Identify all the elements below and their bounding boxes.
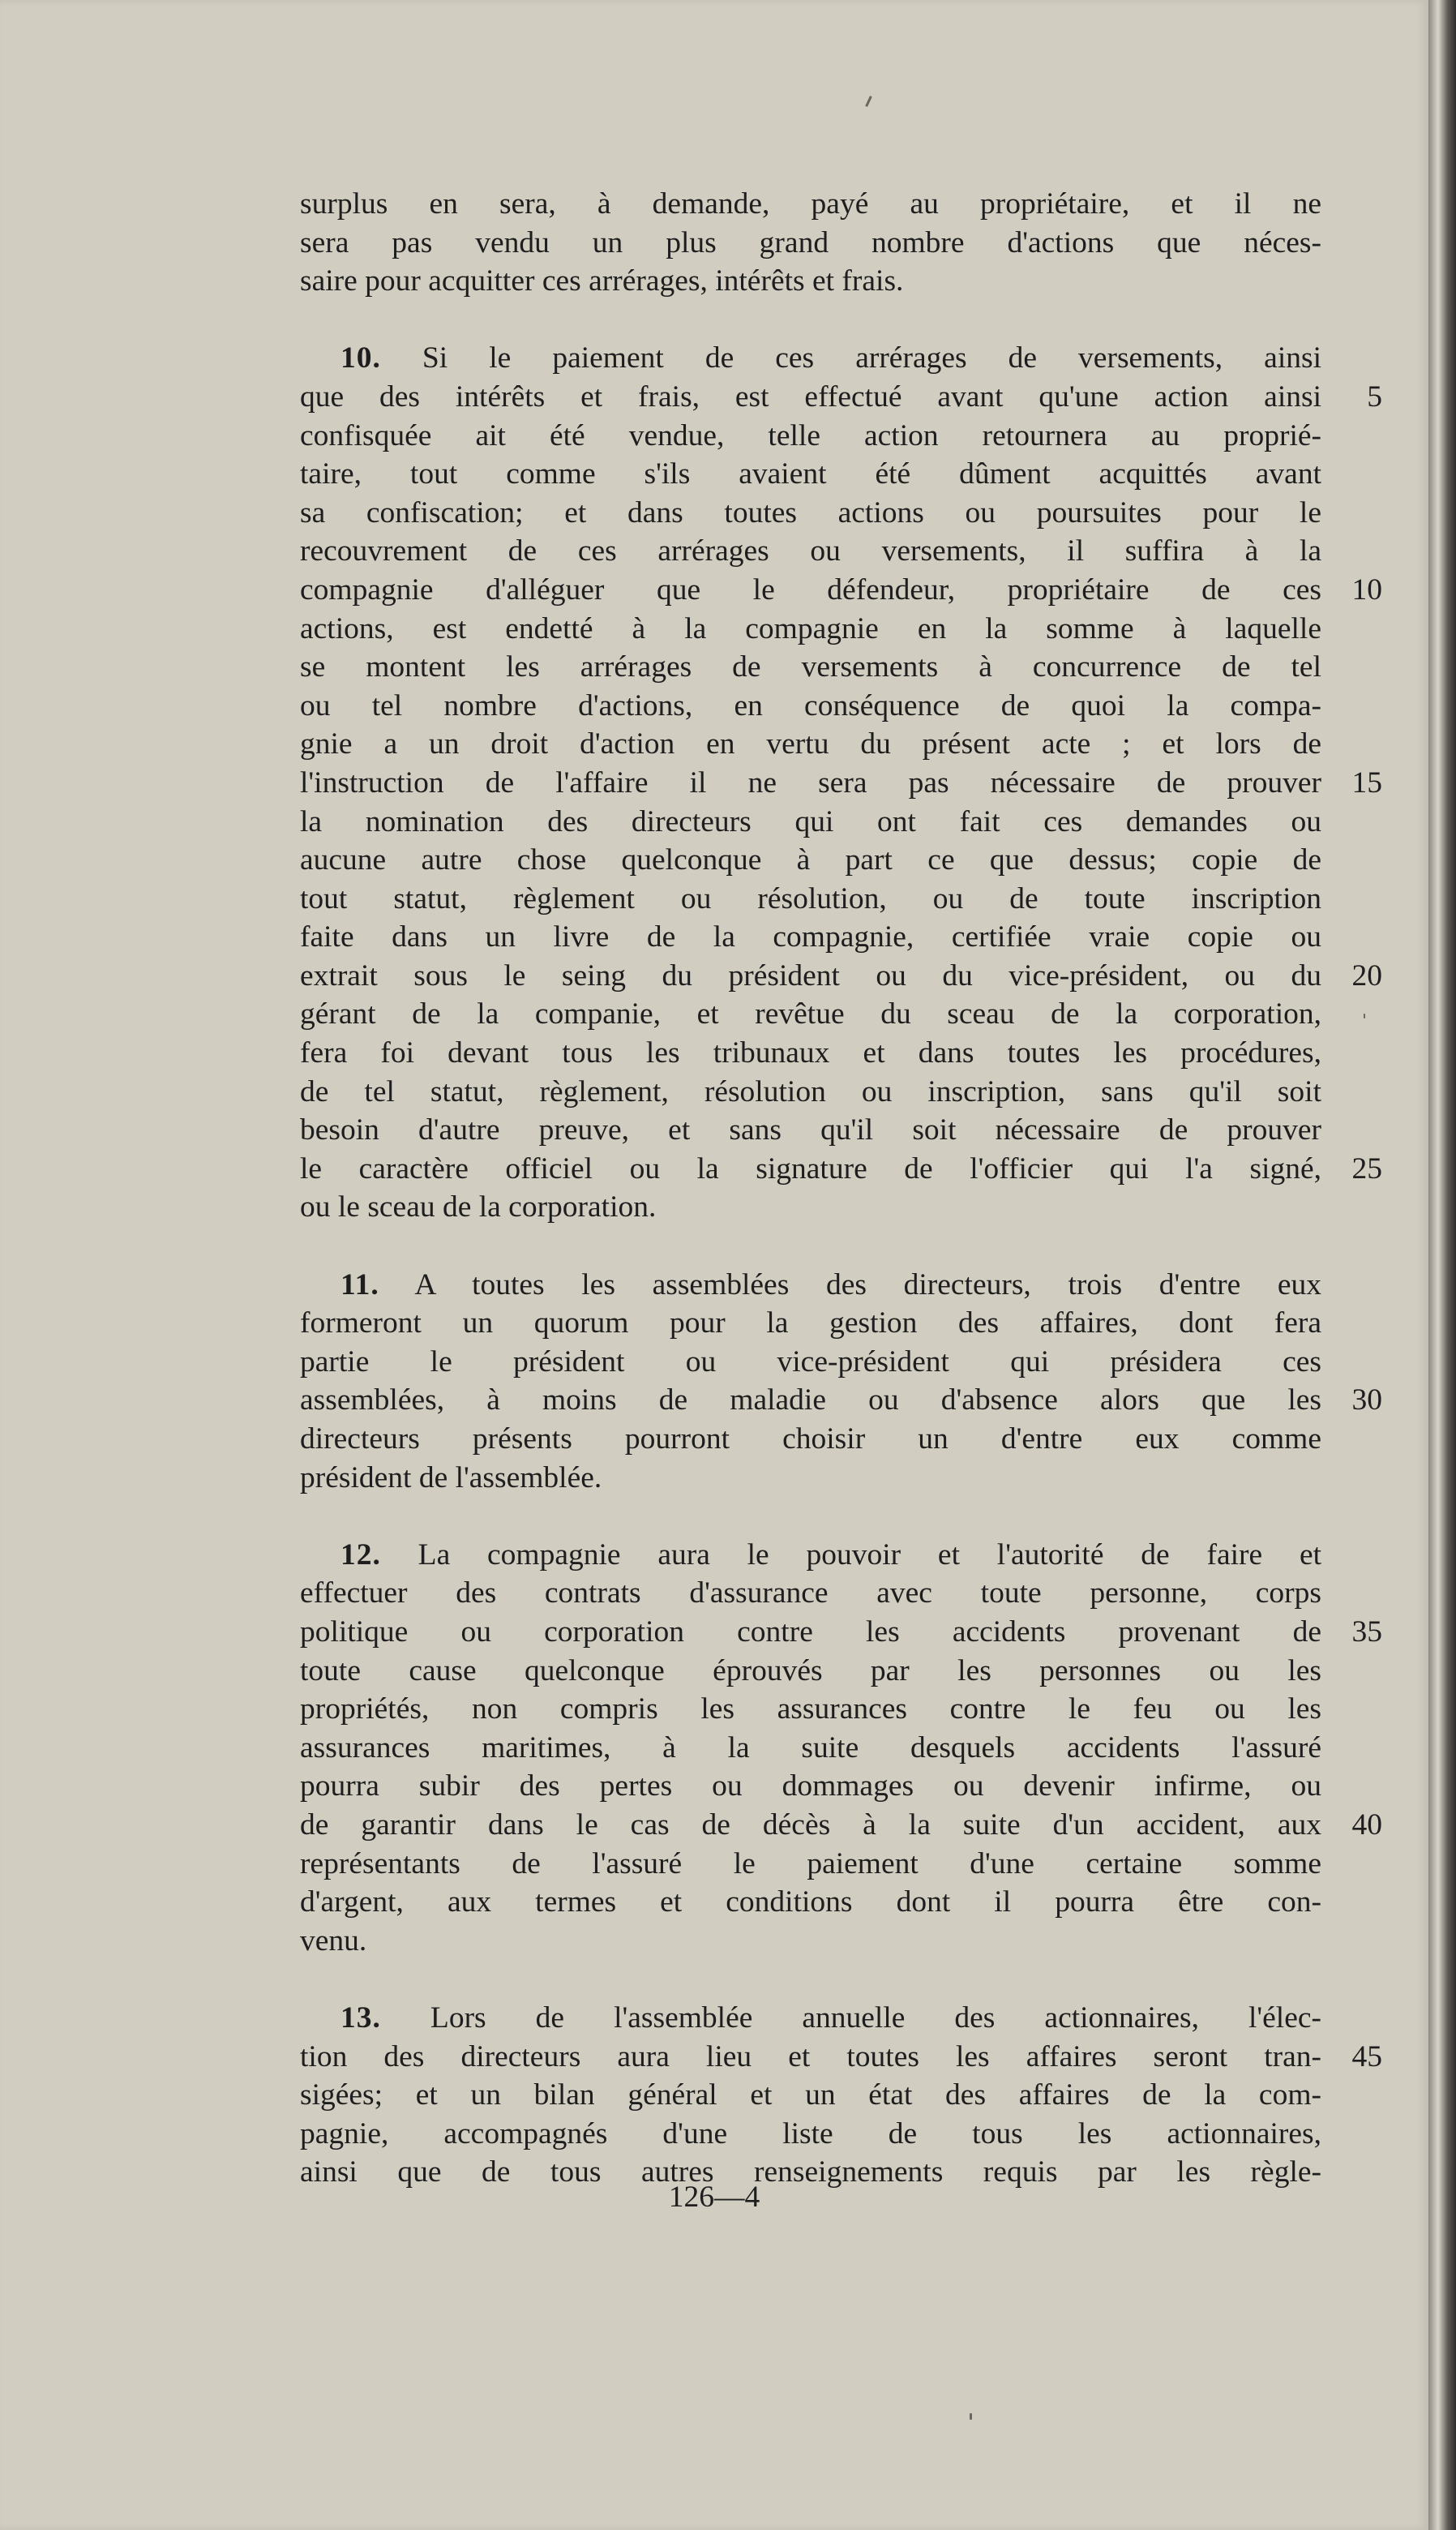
text-line — [300, 494, 1321, 533]
text-line — [300, 764, 1382, 803]
text-line-content: se montent les arrérages de versements à concurrence de tel — [300, 650, 1321, 684]
paragraph-gap — [300, 1497, 1321, 1536]
text-line — [300, 1729, 1321, 1768]
text-line-content: la nomination des directeurs qui ont fait ces demandes ou — [300, 804, 1321, 838]
text-line-content: besoin d'autre preuve, et sans qu'il soit nécessaire de prouver — [300, 1113, 1321, 1147]
text-line-content: le caractère officiel ou la signature de l'officier qui l'a signé, — [300, 1151, 1321, 1186]
text-line — [300, 1574, 1321, 1613]
article-number: 12. — [340, 1537, 381, 1572]
body-text — [300, 185, 1382, 2192]
text-line-content: assemblées, à moins de maladie ou d'absence alors que les — [300, 1383, 1321, 1417]
line-number: 20 — [1351, 958, 1382, 993]
line-number: 40 — [1351, 1807, 1382, 1842]
text-line-content: actions, est endetté à la compagnie en la somme à laquelle — [300, 611, 1321, 645]
paragraph-gap — [300, 301, 1321, 340]
text-line-content: politique ou corporation contre les accidents provenant de — [300, 1614, 1321, 1649]
text-line — [300, 1343, 1321, 1382]
text-line-content: aucune autre chose quelconque à part ce que dessus; copie de — [300, 843, 1321, 877]
text-line-content: effectuer des contrats d'assurance avec toute personne, corps — [300, 1576, 1321, 1610]
page-signature: 126—4 — [668, 2181, 760, 2214]
text-line — [300, 2076, 1321, 2115]
text-line-content: extrait sous le seing du président ou du vice-président, ou du — [300, 958, 1321, 993]
text-line — [300, 2038, 1382, 2077]
text-line-content: compagnie d'alléguer que le défendeur, propriétaire de ces — [300, 572, 1321, 607]
text-line-content: l'instruction de l'affaire il ne sera pas nécessaire de prouver — [300, 765, 1321, 800]
line-number: 25 — [1351, 1151, 1382, 1186]
text-line — [300, 339, 1321, 378]
text-line-content: sa confiscation; et dans toutes actions ou poursuites pour le — [300, 495, 1321, 530]
page-binding-edge — [1428, 0, 1456, 2530]
text-line — [300, 1381, 1382, 1420]
text-line — [300, 1767, 1321, 1806]
text-line-content: de garantir dans le cas de décès à la suite d'un accident, aux — [300, 1807, 1321, 1842]
text-line-content: directeurs présents pourront choisir un d'entre eux comme — [300, 1422, 1321, 1456]
text-line-content: d'argent, aux termes et conditions dont il pourra être con- — [300, 1885, 1321, 1919]
text-line — [300, 1420, 1321, 1459]
text-line-content: fera foi devant tous les tribunaux et dans toutes les procédures, — [300, 1036, 1321, 1070]
text-line-content: propriétés, non compris les assurances contre le feu ou les — [300, 1692, 1321, 1726]
text-line — [300, 1999, 1321, 2038]
text-line-content: président de l'assemblée. — [300, 1460, 602, 1494]
text-line — [300, 417, 1321, 456]
text-line — [300, 185, 1321, 224]
text-line-content: surplus en sera, à demande, payé au propriétaire, et il ne — [300, 187, 1321, 221]
text-line-content: taire, tout comme s'ils avaient été dûment acquittés avant — [300, 457, 1321, 491]
article-number: 11. — [340, 1267, 379, 1301]
text-line-content: sera pas vendu un plus grand nombre d'actions que néces- — [300, 225, 1321, 259]
text-line-content: saire pour acquitter ces arrérages, intérêts et frais. — [300, 264, 904, 298]
text-line — [300, 1613, 1382, 1652]
text-line — [300, 725, 1321, 764]
text-line — [300, 1111, 1321, 1150]
text-line — [300, 1304, 1321, 1343]
text-line-content: partie le président ou vice-président qui présidera ces — [300, 1344, 1321, 1379]
text-line-content: ou le sceau de la corporation. — [300, 1190, 657, 1224]
text-line-content: toute cause quelconque éprouvés par les personnes ou les — [300, 1653, 1321, 1687]
line-number: 5 — [1367, 380, 1382, 414]
text-line — [300, 1883, 1321, 1922]
paper-speck — [970, 2413, 972, 2420]
text-line — [300, 1266, 1321, 1305]
text-line-content: de tel statut, règlement, résolution ou inscription, sans qu'il soit — [300, 1074, 1321, 1108]
line-number: 30 — [1351, 1383, 1382, 1417]
text-line — [300, 803, 1321, 842]
text-line — [300, 1845, 1321, 1884]
article-number: 13. — [340, 2000, 381, 2035]
text-line — [300, 1188, 1321, 1227]
text-line — [300, 455, 1321, 494]
paragraph-gap — [300, 1227, 1321, 1266]
text-line — [300, 1922, 1321, 1961]
text-line-content: A toutes les assemblées des directeurs, trois d'entre eux — [414, 1267, 1322, 1301]
text-line — [300, 262, 1321, 301]
text-line — [300, 571, 1382, 610]
text-line-content: gérant de la companie, et revêtue du sceau de la corporation, — [300, 997, 1321, 1031]
text-line-content: pagnie, accompagnés d'une liste de tous les actionnaires, — [300, 2116, 1321, 2150]
text-line — [300, 532, 1321, 571]
text-line — [300, 1034, 1321, 1073]
text-line-content: tion des directeurs aura lieu et toutes les affaires seront tran- — [300, 2039, 1321, 2073]
text-line-content: Lors de l'assemblée annuelle des actionnaires, l'élec- — [430, 2000, 1321, 2035]
text-line — [300, 610, 1321, 649]
text-line-content: assurances maritimes, à la suite desquels accidents l'assuré — [300, 1730, 1321, 1765]
text-line-content: tout statut, règlement ou résolution, ou de toute inscription — [300, 881, 1321, 916]
text-line — [300, 1652, 1321, 1691]
text-line-content: formeront un quorum pour la gestion des affaires, dont fera — [300, 1306, 1321, 1340]
text-line — [300, 378, 1382, 417]
text-line-content: Si le paiement de ces arrérages de versements, ainsi — [422, 341, 1321, 375]
text-line — [300, 1150, 1382, 1189]
text-line-content: venu. — [300, 1923, 367, 1958]
line-number: 10 — [1351, 572, 1382, 607]
text-line — [300, 1690, 1321, 1729]
text-line-content: sigées; et un bilan général et un état des affaires de la com- — [300, 2078, 1321, 2112]
line-number: 15 — [1351, 765, 1382, 800]
text-line — [300, 1073, 1321, 1112]
text-line — [300, 1536, 1321, 1575]
text-line-content: faite dans un livre de la compagnie, certifiée vraie copie ou — [300, 920, 1321, 954]
text-line — [300, 224, 1321, 263]
text-line — [300, 957, 1382, 996]
text-line-content: ainsi que de tous autres renseignements requis par les règle- — [300, 2155, 1321, 2189]
text-line — [300, 841, 1321, 880]
text-line-content: gnie a un droit d'action en vertu du présent acte ; et lors de — [300, 727, 1321, 761]
text-line-content: recouvrement de ces arrérages ou versements, il suffira à la — [300, 534, 1321, 568]
text-line — [300, 687, 1321, 726]
line-number: 35 — [1351, 1614, 1382, 1649]
paper-speck — [865, 96, 872, 107]
line-number: 45 — [1351, 2039, 1382, 2073]
text-line-content: La compagnie aura le pouvoir et l'autorité de faire et — [418, 1537, 1322, 1572]
text-line — [300, 995, 1321, 1034]
paragraph-gap — [300, 1960, 1321, 1999]
text-line-content: pourra subir des pertes ou dommages ou devenir infirme, ou — [300, 1769, 1321, 1803]
text-line-content: ou tel nombre d'actions, en conséquence de quoi la compa- — [300, 688, 1321, 723]
text-line — [300, 1459, 1321, 1498]
text-line-content: que des intérêts et frais, est effectué avant qu'une action ainsi — [300, 380, 1321, 414]
text-line-content: représentants de l'assuré le paiement d'une certaine somme — [300, 1846, 1321, 1880]
paper-speck — [1364, 1014, 1365, 1018]
text-line — [300, 1806, 1382, 1845]
text-line-content: confisquée ait été vendue, telle action retournera au proprié- — [300, 418, 1321, 452]
text-line — [300, 2115, 1321, 2154]
text-line — [300, 880, 1321, 919]
text-line — [300, 648, 1321, 687]
text-line — [300, 918, 1321, 957]
article-number: 10. — [340, 341, 381, 375]
